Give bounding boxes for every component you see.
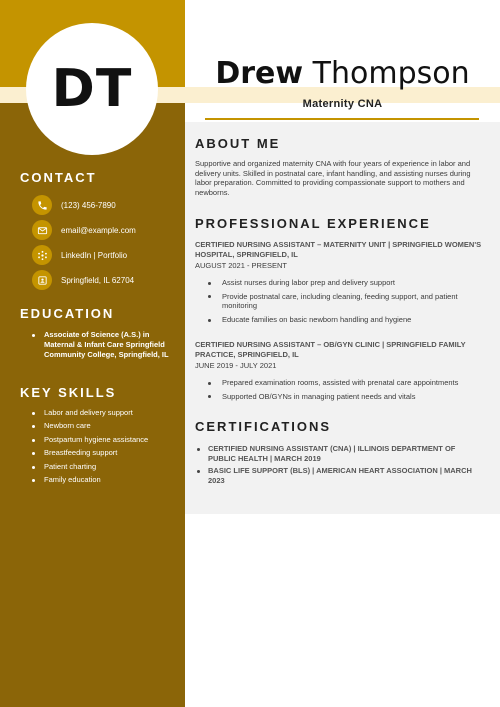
first-name: Drew	[215, 56, 304, 91]
monogram-initials: DT	[51, 59, 133, 119]
skills-heading: KEY SKILLS	[20, 385, 117, 400]
certifications-heading: CERTIFICATIONS	[195, 419, 332, 434]
contact-location	[32, 270, 134, 290]
education-heading: EDUCATION	[20, 306, 115, 321]
job-bullet: Supported OB/GYNs in managing patient needs and vitals	[208, 392, 478, 402]
location-icon	[32, 270, 52, 290]
job-title-1: CERTIFIED NURSING ASSISTANT – MATERNITY UNIT | SPRINGFIELD WOMEN'S HOSPITAL, SPRINGFIELD, IL	[195, 240, 482, 259]
job-title-2: CERTIFIED NURSING ASSISTANT – OB/GYN CLINIC | SPRINGFIELD FAMILY PRACTICE, SPRINGFIELD, IL	[195, 340, 466, 359]
candidate-name	[185, 56, 500, 91]
job-dates-1: AUGUST 2021 - PRESENT	[195, 261, 287, 270]
email-text: email@example.com	[61, 225, 136, 235]
certification-item: CERTIFIED NURSING ASSISTANT (CNA) | ILLINOIS DEPARTMENT OF PUBLIC HEALTH | MARCH 2019	[195, 444, 480, 463]
links-text: LinkedIn | Portfolio	[61, 250, 128, 260]
education-list	[20, 330, 180, 360]
skills-list	[32, 408, 148, 488]
job-bullet: Prepared examination rooms, assisted with prenatal care appointments	[208, 378, 478, 388]
experience-heading: PROFESSIONAL EXPERIENCE	[195, 216, 431, 231]
contact-links[interactable]	[32, 245, 127, 265]
job-bullet: Assist nurses during labor prep and delivery support	[208, 278, 478, 288]
skill-item: Patient charting	[32, 462, 148, 475]
contact-heading: CONTACT	[20, 170, 97, 185]
job-title: Maternity CNA	[302, 98, 383, 110]
location-text: Springfield, IL 62704	[61, 275, 135, 285]
header-divider	[205, 118, 479, 120]
skill-item: Postpartum hygiene assistance	[32, 435, 148, 448]
certification-item: BASIC LIFE SUPPORT (BLS) | AMERICAN HEART ASSOCIATION | MARCH 2023	[195, 466, 480, 485]
phone-icon	[32, 195, 52, 215]
certifications-list	[195, 444, 480, 489]
skill-item: Breastfeeding support	[32, 448, 148, 461]
about-heading: ABOUT ME	[195, 136, 281, 151]
job-bullets-1	[208, 278, 478, 329]
last-name: Thompson	[312, 56, 470, 91]
monogram-circle	[26, 23, 158, 155]
contact-phone[interactable]	[32, 195, 116, 215]
contact-email[interactable]	[32, 220, 136, 240]
link-icon	[32, 245, 52, 265]
skill-item: Newborn care	[32, 421, 148, 434]
skill-item: Family education	[32, 475, 148, 488]
about-paragraph: Supportive and organized maternity CNA with four years of experience in labor and delivery units. Skilled in postnatal care, infant handling, and assisting nurses during labor preparation. Committed to providing compassionate support to mothers and newborns.	[195, 159, 471, 198]
job-bullets-2	[208, 378, 478, 405]
job-bullet: Provide postnatal care, including cleaning, feeding support, and patient monitoring	[208, 292, 478, 311]
job-dates-2: JUNE 2019 - JULY 2021	[195, 361, 277, 370]
education-item: Associate of Science (A.S.) in Maternal & Infant Care Springfield Community College, Springfield, IL	[20, 330, 180, 360]
email-icon	[32, 220, 52, 240]
phone-text: (123) 456-7890	[61, 200, 116, 210]
job-bullet: Educate families on basic newborn handling and hygiene	[208, 315, 478, 325]
skill-item: Labor and delivery support	[32, 408, 148, 421]
